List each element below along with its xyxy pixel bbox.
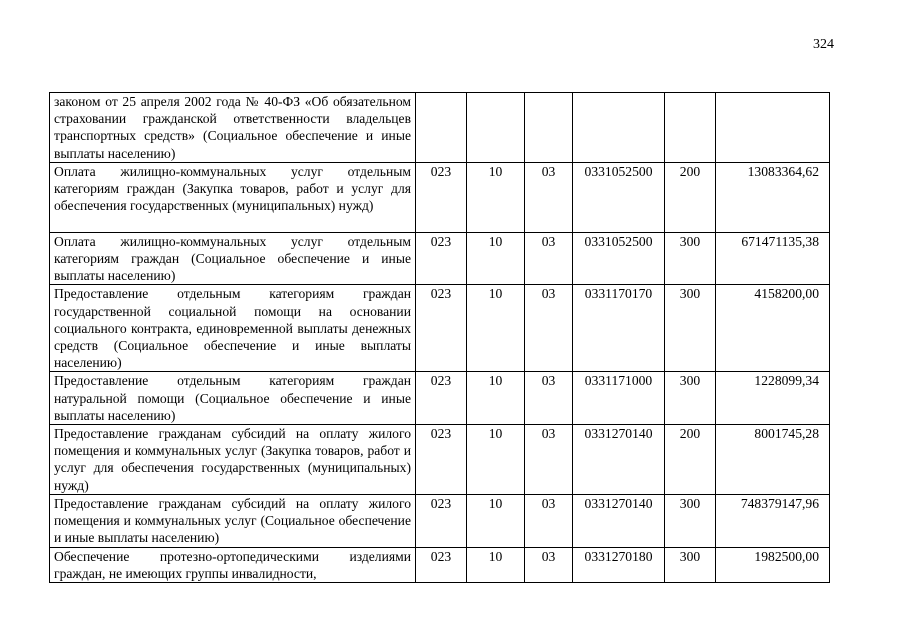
target-article-cell: 0331052500 xyxy=(573,162,665,232)
table-row xyxy=(50,93,830,163)
subsection-code-cell xyxy=(525,93,573,163)
section-code-cell xyxy=(467,93,525,163)
expense-type-cell: 200 xyxy=(665,162,716,232)
expense-type-cell xyxy=(665,93,716,163)
target-article-cell xyxy=(573,93,665,163)
amount-cell xyxy=(716,93,830,163)
section-code-cell: 10 xyxy=(467,547,525,582)
row-description: Обеспечение протезно-ортопедическими изделиями граждан, не имеющих группы инвалидности, xyxy=(50,547,416,582)
row-description: Предоставление отдельным категориям граждан натуральной помощи (Социальное обеспечение и иные выплаты населению) xyxy=(50,372,416,425)
amount-cell: 13083364,62 xyxy=(716,162,830,232)
amount-cell: 8001745,28 xyxy=(716,425,830,495)
ministry-code-cell: 023 xyxy=(416,162,467,232)
subsection-code-cell: 03 xyxy=(525,495,573,548)
ministry-code-cell: 023 xyxy=(416,232,467,285)
amount-cell: 4158200,00 xyxy=(716,285,830,372)
section-code-cell: 10 xyxy=(467,232,525,285)
expense-type-cell: 300 xyxy=(665,547,716,582)
target-article-cell: 0331270140 xyxy=(573,495,665,548)
row-description: законом от 25 апреля 2002 года № 40-ФЗ «Об обязательном страховании гражданской ответственности владельцев транспортных средств» (Социальное обеспечение и иные выплаты населению) xyxy=(50,93,416,163)
amount-cell: 748379147,96 xyxy=(716,495,830,548)
row-description: Оплата жилищно-коммунальных услуг отдельным категориям граждан (Социальное обеспечение и иные выплаты населению) xyxy=(50,232,416,285)
expense-type-cell: 200 xyxy=(665,425,716,495)
table-row xyxy=(50,372,830,425)
expense-type-cell: 300 xyxy=(665,372,716,425)
table-row xyxy=(50,547,830,582)
table-row xyxy=(50,495,830,548)
subsection-code-cell: 03 xyxy=(525,232,573,285)
amount-cell: 671471135,38 xyxy=(716,232,830,285)
subsection-code-cell: 03 xyxy=(525,285,573,372)
subsection-code-cell: 03 xyxy=(525,162,573,232)
amount-cell: 1982500,00 xyxy=(716,547,830,582)
table-row xyxy=(50,425,830,495)
section-code-cell: 10 xyxy=(467,285,525,372)
ministry-code-cell: 023 xyxy=(416,285,467,372)
ministry-code-cell xyxy=(416,93,467,163)
ministry-code-cell: 023 xyxy=(416,547,467,582)
amount-cell: 1228099,34 xyxy=(716,372,830,425)
ministry-code-cell: 023 xyxy=(416,425,467,495)
row-description: Оплата жилищно-коммунальных услуг отдельным категориям граждан (Закупка товаров, работ и услуг для обеспечения государственных (муниципальных) нужд) xyxy=(50,162,416,232)
target-article-cell: 0331170170 xyxy=(573,285,665,372)
section-code-cell: 10 xyxy=(467,495,525,548)
subsection-code-cell: 03 xyxy=(525,547,573,582)
row-description: Предоставление отдельным категориям граждан государственной социальной помощи на основании социального контракта, единовременной выплаты денежных средств (Социальное обеспечение и иные выплаты населению) xyxy=(50,285,416,372)
target-article-cell: 0331270180 xyxy=(573,547,665,582)
page-number: 324 xyxy=(813,37,834,52)
subsection-code-cell: 03 xyxy=(525,372,573,425)
budget-allocation-table xyxy=(49,92,830,583)
expense-type-cell: 300 xyxy=(665,285,716,372)
expense-type-cell: 300 xyxy=(665,232,716,285)
row-description: Предоставление гражданам субсидий на оплату жилого помещения и коммунальных услуг (Социальное обеспечение и иные выплаты населению) xyxy=(50,495,416,548)
target-article-cell: 0331171000 xyxy=(573,372,665,425)
section-code-cell: 10 xyxy=(467,372,525,425)
table-row xyxy=(50,232,830,285)
table-row xyxy=(50,162,830,232)
section-code-cell: 10 xyxy=(467,162,525,232)
section-code-cell: 10 xyxy=(467,425,525,495)
target-article-cell: 0331052500 xyxy=(573,232,665,285)
ministry-code-cell: 023 xyxy=(416,372,467,425)
table-row xyxy=(50,285,830,372)
ministry-code-cell: 023 xyxy=(416,495,467,548)
row-description: Предоставление гражданам субсидий на оплату жилого помещения и коммунальных услуг (Закупка товаров, работ и услуг для обеспечения государственных (муниципальных) нужд) xyxy=(50,425,416,495)
expense-type-cell: 300 xyxy=(665,495,716,548)
target-article-cell: 0331270140 xyxy=(573,425,665,495)
subsection-code-cell: 03 xyxy=(525,425,573,495)
